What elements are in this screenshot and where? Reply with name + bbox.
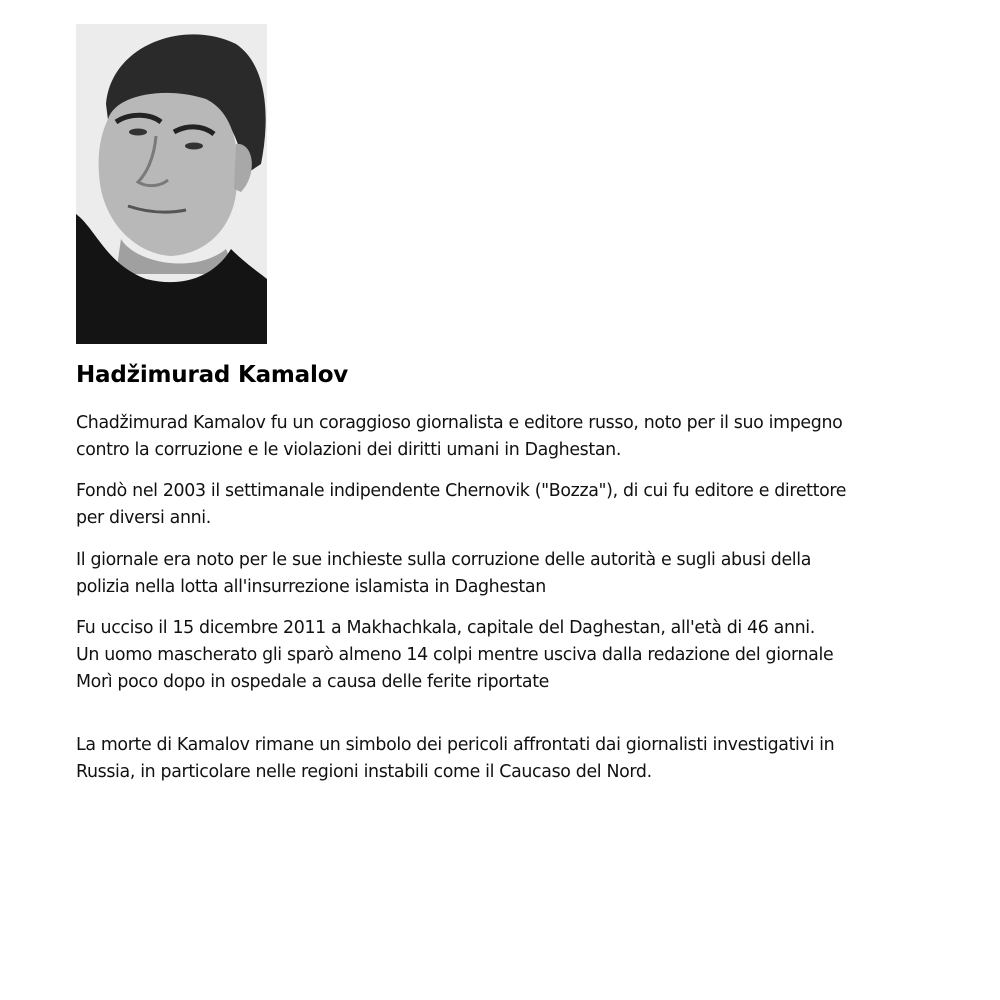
- paragraph-founding: [76, 478, 956, 532]
- paragraph-newspaper: [76, 547, 956, 601]
- paragraph-death: [76, 615, 956, 696]
- text-line: Russia, in particolare nelle regioni instabili come il Caucaso del Nord.: [76, 762, 652, 782]
- paragraph-intro: [76, 410, 956, 464]
- text-line: La morte di Kamalov rimane un simbolo dei pericoli affrontati dai giornalisti investigativi in: [76, 735, 835, 755]
- portrait-photo: [76, 24, 267, 344]
- text-line: contro la corruzione e le violazioni dei diritti umani in Daghestan.: [76, 440, 622, 460]
- text-line: Morì poco dopo in ospedale a causa delle ferite riportate: [76, 672, 550, 692]
- person-name: Hadžimurad Kamalov: [76, 362, 349, 388]
- text-line: Fu ucciso il 15 dicembre 2011 a Makhachkala, capitale del Daghestan, all'età di 46 anni.: [76, 618, 815, 638]
- paragraph-legacy: [76, 732, 956, 786]
- text-line: Il giornale era noto per le sue inchieste sulla corruzione delle autorità e sugli abusi della: [76, 550, 812, 570]
- text-line: per diversi anni.: [76, 508, 211, 528]
- portrait-illustration: [76, 24, 267, 344]
- text-line: Chadžimurad Kamalov fu un coraggioso giornalista e editore russo, noto per il suo impegno: [76, 413, 843, 433]
- text-line: Fondò nel 2003 il settimanale indipendente Chernovik ("Bozza"), di cui fu editore e direttore: [76, 481, 847, 501]
- text-line: polizia nella lotta all'insurrezione islamista in Daghestan: [76, 577, 546, 597]
- text-line: Un uomo mascherato gli sparò almeno 14 colpi mentre usciva dalla redazione del giornale: [76, 645, 834, 665]
